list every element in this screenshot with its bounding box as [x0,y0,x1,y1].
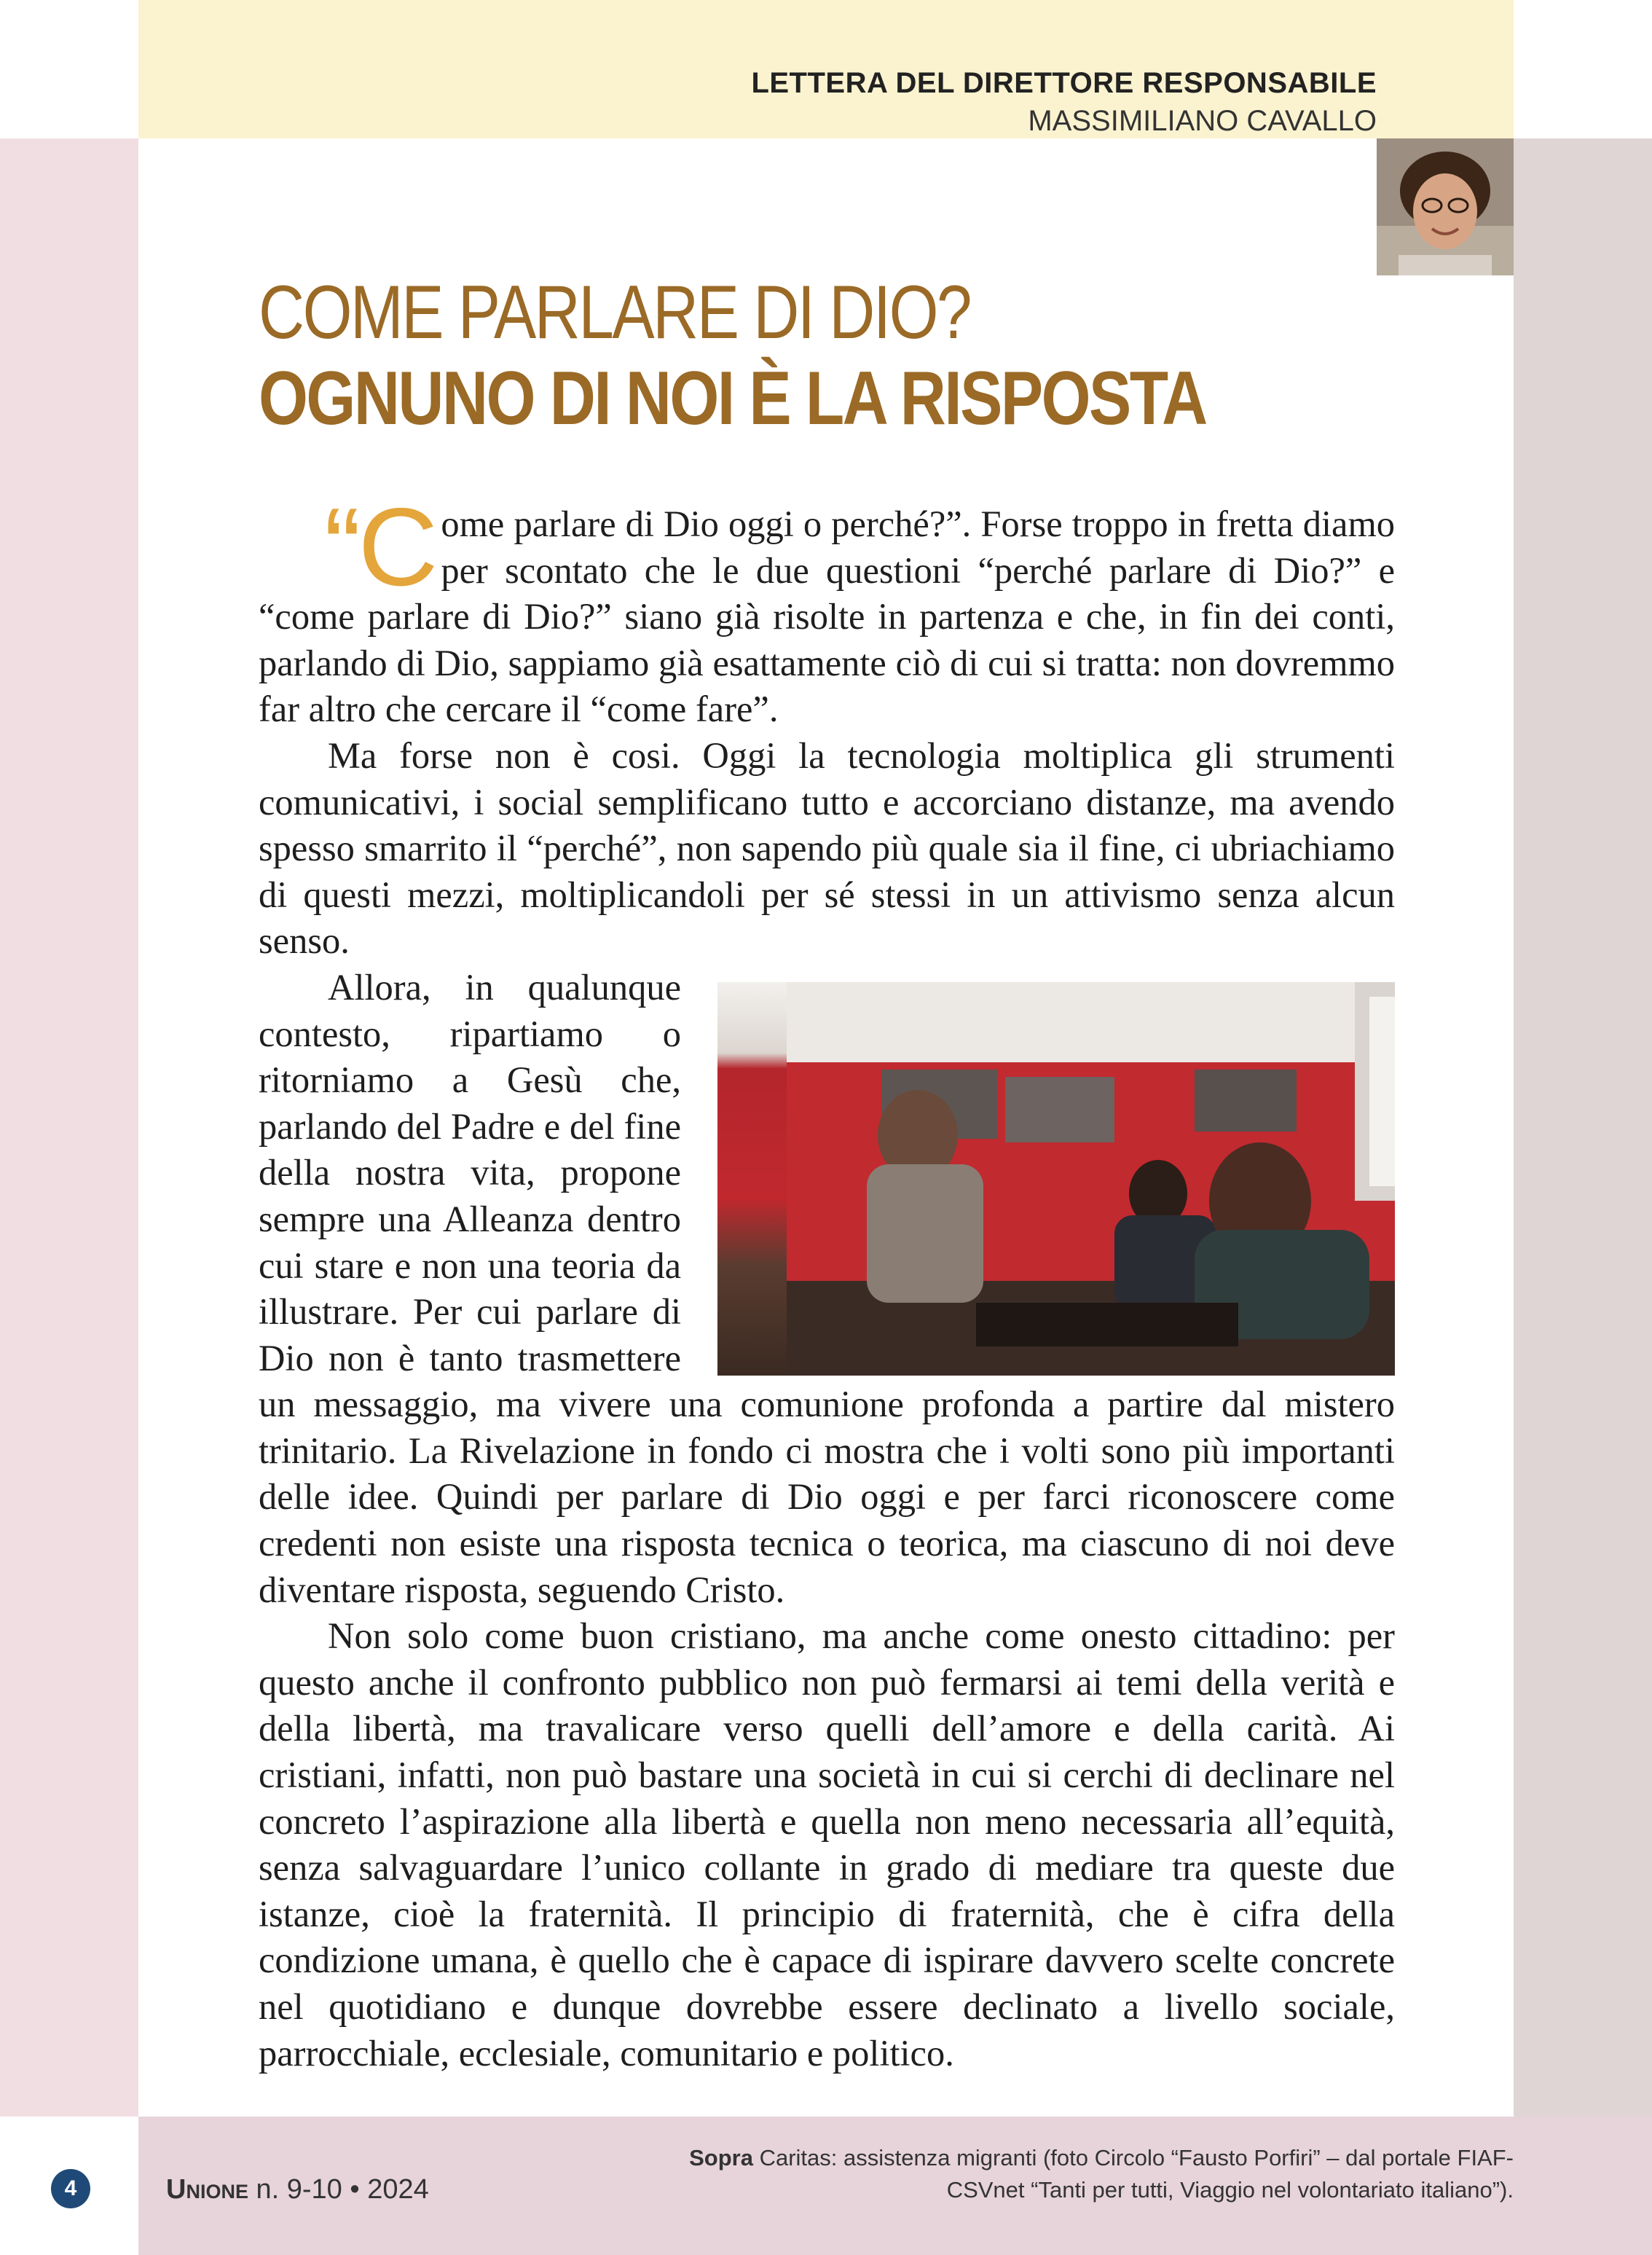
article-paragraph-3 [259,965,1395,1613]
publication-name: Unione [166,2174,248,2205]
photo-caption [640,2142,1514,2206]
author-portrait [1377,138,1514,275]
article-paragraph-4: Non solo come buon cristiano, ma anche come onesto cittadino: per questo anche il confronto pubblico non può fermarsi ai temi della verità e della libertà, ma travalicare verso quelli dell’amore e della carità. Ai cristiani, infatti, non può bastare una società in cui si cerchi di declinare nel concreto l’aspirazione alla libertà e quella non meno necessaria all’equità, senza salvaguardare l’unico collante in grado di mediare tra queste due istanze, cioè la fraternità. Il principio di fraternità, che è cifra della condizione umana, è quello che è capace di ispirare davvero scelte concrete nel quotidiano e dunque dovrebbe essere declinato a livello sociale, parrocchiale, ecclesiale, comunitario e politico. [259,1615,1395,2074]
caption-text: Caritas: assistenza migranti (foto Circolo “Fausto Porfiri” – dal portale FIAF-CSVnet “Tanti per tutti, Viaggio nel volontariato italiano”). [752,2145,1514,2203]
author-portrait-illustration [1377,138,1514,275]
caption-lead: Sopra [689,2145,753,2170]
article-paragraph-1 [259,485,1395,733]
headline-line-2: OGNUNO DI NOI È LA RISPOSTA [259,356,1206,441]
page-number-badge: 4 [51,2169,90,2208]
article-photo [717,982,1395,1376]
right-margin-band [1514,138,1652,2117]
article-paragraph-2: Ma forse non è cosi. Oggi la tecnologia moltiplica gli strumenti comunicativi, i social semplificano tutto e accorciano distanze, ma avendo spesso smarrito il “perché”, non sapendo più quale sia il fine, ci ubriachiamo di questi mezzi, moltiplicandoli per sé stessi in un attivismo senza alcun senso. [259,734,1395,962]
paragraph-3-text: Allora, in qualunque contesto, ripartiamo o ritorniamo a Gesù che, parlando del Padre e del fine della nostra vita, propone sempre una Alleanza dentro cui stare e non una teoria da illustrare. Per cui parlare di Dio non è tanto trasmettere un messaggio, ma vivere una comunione profonda a partire dal mistero trinitario. La Rivelazione in fondo ci mostra che i volti sono più importanti delle idee. Quindi per parlare di Dio oggi e per farci riconoscere come credenti non esiste una risposta tecnica o teorica, ma ciascuno di noi deve diventare risposta, seguendo Cristo. [259,966,1395,1610]
headline-line-1: COME PARLARE DI DIO? [259,270,971,355]
drop-cap: “C [324,485,436,609]
author-name: MASSIMILIANO CAVALLO [1028,105,1377,137]
section-label: LETTERA DEL DIRETTORE RESPONSABILE [751,67,1377,99]
paragraph-1-text: ome parlare di Dio oggi o perché?”. Forse troppo in fretta diamo per scontato che le due questioni “perché parlare di Dio?” e “come parlare di Dio?” siano già risolte in partenza e che, in fin dei conti, parlando di Dio, sappiamo già esattamente ciò di cui si tratta: non dovremmo far altro che cercare il “come fare”. [259,503,1395,730]
photo-scene-illustration [787,982,1395,1376]
issue-number: n. 9-10 • 2024 [248,2174,429,2205]
article-body [259,485,1395,2076]
left-margin-band [0,138,138,2117]
publication-info [166,2174,429,2205]
